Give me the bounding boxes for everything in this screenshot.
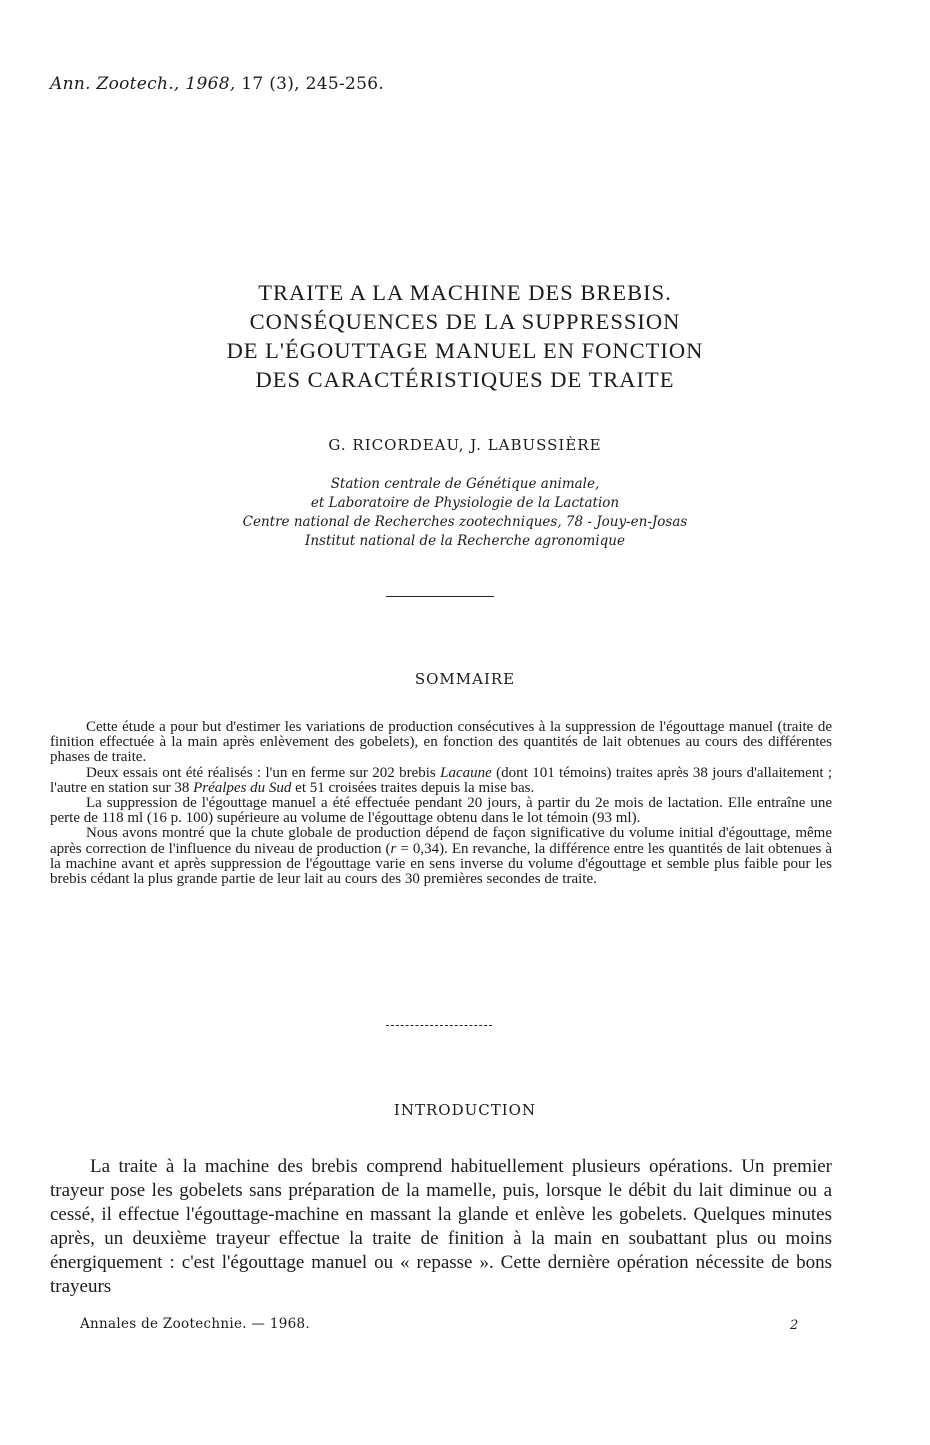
summary-text: Deux essais ont été réalisés : l'un en ferme sur 202 brebis [86,764,436,781]
summary-text: = 0,34). En revanche, la différence entre les quantités de lait obtenues à la machine avant et après suppression de l'égouttage varie en sens inverse du volume d'égouttage et semble plus faible pour les brebis cédant la plus grande partie de leur lait au cours des 30 premières secondes de traite. [50,840,832,888]
journal-volume: 17 [241,74,264,94]
summary-paragraph: La suppression de l'égouttage manuel a été effectuée pendant 20 jours, à partir du 2e mois de lactation. Elle entraîne une perte de 118 ml (16 p. 100) supérieure au volume de l'égouttage obtenu dans le lot témoin (93 ml). [50,795,832,827]
breed-name: Préalpes du Sud [193,779,292,796]
summary-body [50,720,832,887]
separator-rule [386,1025,492,1026]
breed-name: Lacaune [440,764,492,781]
summary-paragraph: Cette étude a pour but d'estimer les variations de production consécutives à la suppression de l'égouttage manuel (traite de finition effectuée à la main après enlèvement des gobelets), en fonction des quantités de lait obtenues au cours des différentes phases de traite. [50,719,832,766]
journal-pages: (3), 245-256. [269,74,385,94]
introduction-paragraph: La traite à la machine des brebis comprend habituellement plusieurs opérations. Un premier trayeur pose les gobelets sans préparation de la mamelle, puis, lorsque le débit du lait diminue ou a cessé, il effectue l'égouttage-machine en massant la glande et enlève les gobelets. Quelques minutes après, un deuxième trayeur effectue la traite de finition à la main en soubattant plus ou moins énergiquement : c'est l'égouttage manuel ou « repasse ». Cette dernière opération nécessite de bons trayeurs [50,1156,832,1297]
journal-citation [50,74,384,94]
journal-year: 1968, [185,74,236,94]
affiliation-line: Institut national de la Recherche agronomique [304,533,625,549]
summary-text: (dont 101 témoins) traites après 38 jours d'allaitement ; l'autre en station sur 38 [50,764,833,796]
introduction-heading: INTRODUCTION [393,1101,537,1119]
affiliations [0,475,930,551]
summary-heading: SOMMAIRE [414,670,516,688]
summary-paragraph [50,766,832,796]
title-line: TRAITE A LA MACHINE DES BREBIS. [258,280,672,305]
footer-journal: Annales de Zootechnie. — 1968. [80,1316,310,1332]
authors: G. RICORDEAU, J. LABUSSIÈRE [328,436,602,454]
separator-rule [386,596,494,597]
affiliation-line: Station centrale de Génétique animale, [330,476,600,492]
affiliation-line: et Laboratoire de Physiologie de la Lactation [310,495,620,511]
title-line: DE L'ÉGOUTTAGE MANUEL EN FONCTION [226,338,704,363]
page-number: 2 [790,1318,799,1333]
title-line: DES CARACTÉRISTIQUES DE TRAITE [255,367,675,392]
correlation-symbol: r [390,840,397,857]
summary-text: Nous avons montré que la chute globale de production dépend de façon significative du volume initial d'égouttage, même après correction de l'influence du niveau de production ( [50,825,832,857]
introduction-body [50,1155,832,1299]
affiliation-line: Centre national de Recherches zootechniques, 78 - Jouy-en-Josas [242,514,688,530]
journal-name: Ann. Zootech., [50,74,180,94]
summary-paragraph [50,826,832,887]
summary-text: et 51 croisées traites depuis la mise bas. [295,779,535,796]
title-line: CONSÉQUENCES DE LA SUPPRESSION [249,309,681,334]
article-title [0,278,930,394]
